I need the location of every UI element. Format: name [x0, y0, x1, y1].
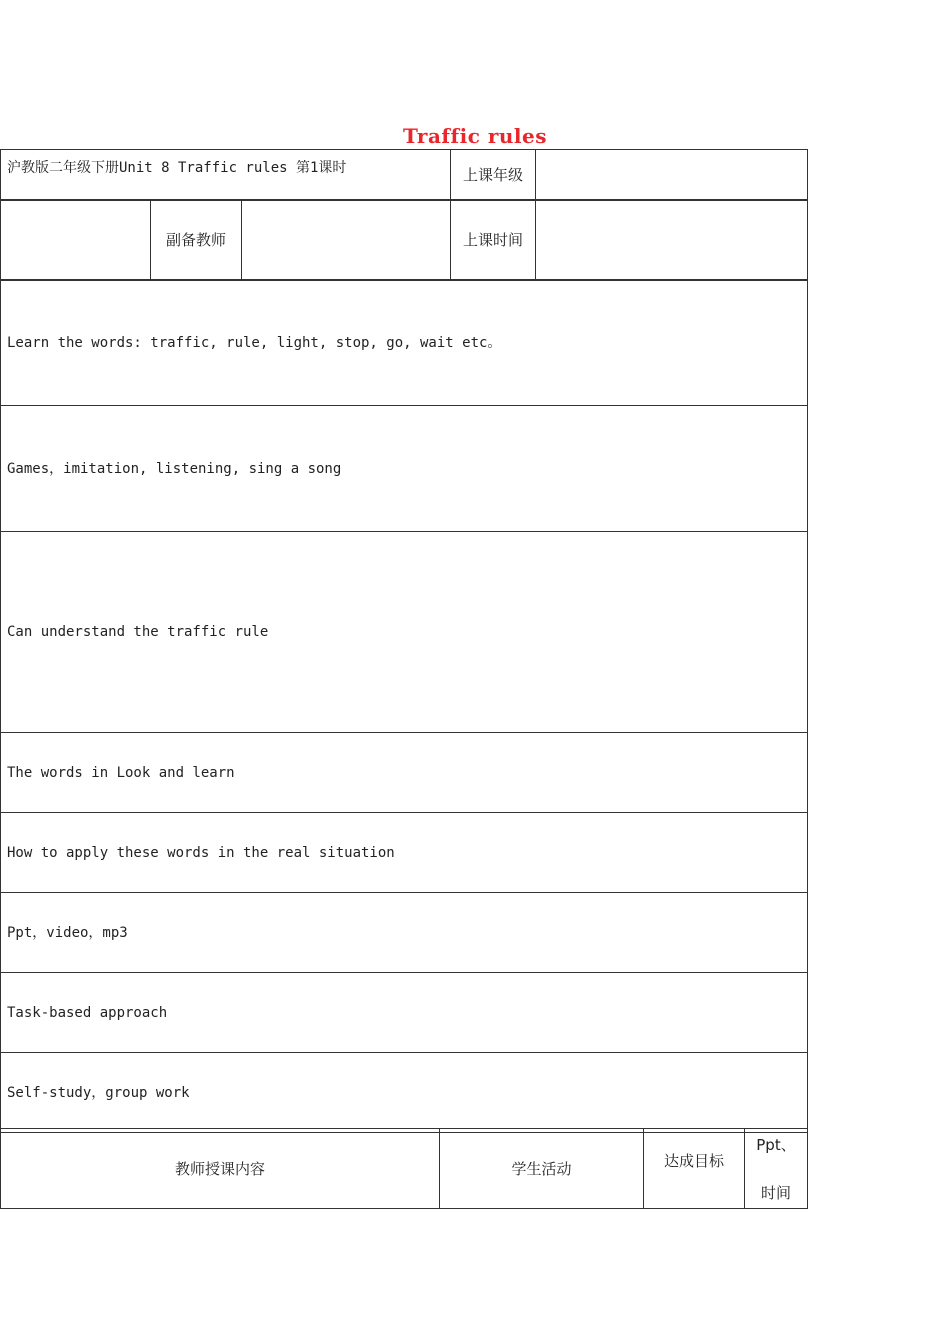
process-header-table: [0, 1128, 808, 1209]
lead-teacher-cell: [1, 200, 151, 281]
key-points-row: The words in Look and learn: [1, 733, 808, 813]
learning-method-row: Self-study，group work: [1, 1053, 808, 1133]
difficult-points-row: How to apply these words in the real situation: [1, 813, 808, 893]
ppt-time-header: [745, 1129, 808, 1209]
time-label: 时间: [760, 1183, 791, 1202]
content-table: [0, 279, 808, 1133]
teacher-table: [0, 199, 808, 281]
grade-value: [536, 150, 808, 201]
goal-header: 达成目标: [644, 1129, 745, 1209]
activities-row: Games，imitation, listening, sing a song: [1, 406, 808, 532]
teaching-aids-row: Ppt，video，mp3: [1, 893, 808, 973]
assistant-teacher-value: [242, 200, 451, 281]
document-title: Traffic rules: [402, 124, 548, 148]
course-title-cell: 沪教版二年级下册Unit 8 Traffic rules 第1课时: [1, 150, 451, 201]
grade-label: 上课年级: [451, 150, 536, 201]
objectives-row: Learn the words: traffic, rule, light, stop, go, wait etc。: [1, 280, 808, 406]
ability-goal-row: Can understand the traffic rule: [1, 532, 808, 733]
assistant-teacher-label: 副备教师: [151, 200, 242, 281]
class-time-value: [536, 200, 808, 281]
student-activity-header: 学生活动: [440, 1129, 644, 1209]
class-time-label: 上课时间: [451, 200, 536, 281]
header-table: [0, 149, 808, 201]
teaching-method-row: Task-based approach: [1, 973, 808, 1053]
teacher-content-header: 教师授课内容: [1, 1129, 440, 1209]
ppt-label: Ppt、: [756, 1135, 796, 1154]
